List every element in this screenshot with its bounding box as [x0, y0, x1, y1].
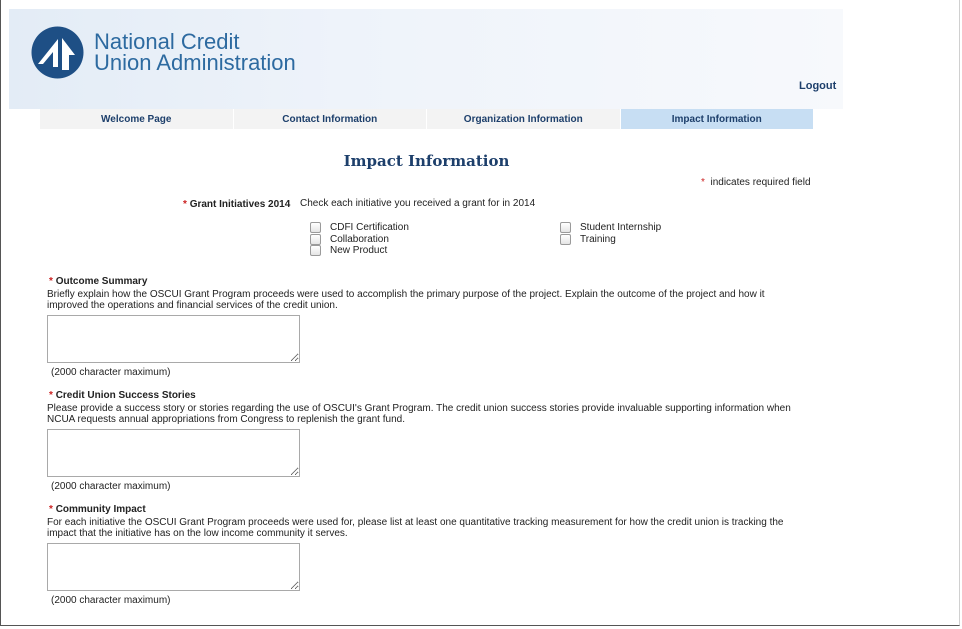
logout-link[interactable]: Logout	[799, 80, 837, 92]
outcome-summary-label	[49, 276, 147, 287]
checkbox-box[interactable]	[310, 222, 321, 233]
site-header	[9, 9, 843, 109]
community-impact-label	[49, 504, 146, 515]
success-stories-max-note: (2000 character maximum)	[51, 481, 171, 492]
success-stories-description: Please provide a success story or stories regarding the use of OSCUI's Grant Program. The credit union success stories provide invaluable supporting information when NCUA requests annual appropriations from Congress to replenish the grant fund.	[47, 403, 791, 425]
checkbox-box[interactable]	[310, 245, 321, 256]
checkbox-label: New Product	[330, 244, 388, 256]
checkbox-label: Student Internship	[580, 221, 662, 233]
outcome-summary-label-text: Outcome Summary	[55, 276, 148, 287]
community-impact-description: For each initiative the OSCUI Grant Program proceeds were used for, please list at least one quantitative tracking measurement for how the credit union is tracking the impact that the initiative has on the low income community it serves.	[47, 517, 784, 539]
checkbox-box[interactable]	[560, 234, 571, 245]
outcome-summary-textarea[interactable]	[47, 315, 300, 363]
grant-initiatives-instruction: Check each initiative you received a grant for in 2014	[300, 198, 536, 209]
logo-text-line1: National Credit	[94, 29, 240, 54]
tab-welcome-page[interactable]: Welcome Page	[40, 109, 233, 129]
required-marker: *	[49, 390, 53, 401]
checkbox-cdfi-certification[interactable]	[310, 221, 409, 233]
grant-initiatives-label-text: Grant Initiatives 2014	[189, 199, 291, 210]
tab-impact-information[interactable]: Impact Information	[620, 109, 814, 129]
checkbox-training[interactable]	[560, 233, 616, 245]
checkbox-label: Training	[580, 233, 616, 245]
ncua-logo-icon	[31, 26, 84, 79]
outcome-summary-max-note: (2000 character maximum)	[51, 367, 171, 378]
community-impact-textarea[interactable]	[47, 543, 300, 591]
outcome-summary-description: Briefly explain how the OSCUI Grant Program proceeds were used to accomplish the primary purpose of the project. Explain the outcome of the project and how it improved the operations and financial services of the credit union.	[47, 289, 765, 311]
checkbox-label: CDFI Certification	[330, 221, 409, 233]
required-marker: *	[701, 177, 705, 188]
grant-initiatives-label	[183, 199, 290, 210]
checkbox-student-internship[interactable]	[560, 221, 661, 233]
nav-tabs	[40, 109, 813, 129]
checkbox-label: Collaboration	[330, 233, 389, 245]
community-impact-label-text: Community Impact	[55, 504, 146, 515]
required-marker: *	[49, 276, 53, 287]
community-impact-max-note: (2000 character maximum)	[51, 595, 171, 606]
checkbox-box[interactable]	[310, 234, 321, 245]
required-field-note	[701, 177, 811, 188]
logo-text-line2: Union Administration	[94, 50, 296, 75]
tab-organization-information[interactable]: Organization Information	[426, 109, 620, 129]
checkbox-box[interactable]	[560, 222, 571, 233]
checkbox-new-product[interactable]	[310, 244, 387, 256]
page-title: Impact Information	[343, 152, 510, 170]
success-stories-label	[49, 390, 196, 401]
success-stories-textarea[interactable]	[47, 429, 300, 477]
required-note-text: indicates required field	[710, 177, 811, 188]
tab-contact-information[interactable]: Contact Information	[233, 109, 427, 129]
required-marker: *	[49, 504, 53, 515]
required-marker: *	[183, 199, 187, 210]
logo-text	[94, 31, 296, 73]
success-stories-label-text: Credit Union Success Stories	[55, 390, 196, 401]
